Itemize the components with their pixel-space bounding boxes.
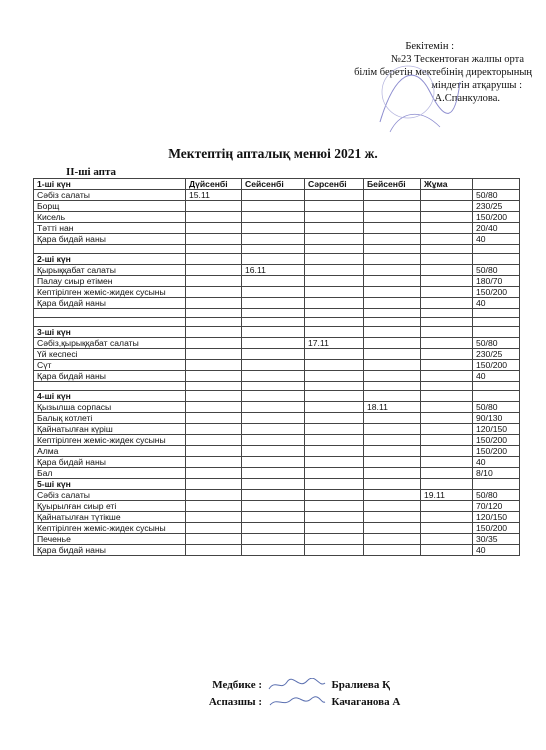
table-row [34, 234, 520, 245]
cook-name: Качаганова А [331, 696, 401, 708]
date-cell [421, 298, 473, 309]
table-cell [473, 254, 520, 265]
date-cell [242, 298, 305, 309]
portion-cell: 70/120 [473, 501, 520, 512]
date-cell: 19.11 [421, 490, 473, 501]
table-cell [421, 318, 473, 327]
table-row [34, 435, 520, 446]
date-cell [364, 276, 421, 287]
date-cell [421, 402, 473, 413]
date-cell [421, 468, 473, 479]
date-cell [242, 287, 305, 298]
table-cell [242, 254, 305, 265]
date-cell [305, 468, 364, 479]
portion-cell: 230/25 [473, 349, 520, 360]
date-cell [186, 534, 242, 545]
table-cell [473, 318, 520, 327]
column-header: Сейсенбі [242, 179, 305, 190]
date-cell [421, 435, 473, 446]
table-cell [473, 245, 520, 254]
date-cell [305, 223, 364, 234]
date-cell [242, 360, 305, 371]
table-cell [242, 391, 305, 402]
day-label: 5-ші күн [34, 479, 186, 490]
table-row [34, 534, 520, 545]
date-cell [186, 276, 242, 287]
date-cell [186, 287, 242, 298]
portion-cell: 90/130 [473, 413, 520, 424]
date-cell [364, 265, 421, 276]
menu-table [33, 178, 520, 556]
nurse-name: Бралиева Қ [331, 679, 391, 691]
date-cell [421, 523, 473, 534]
day-heading-row [34, 327, 520, 338]
date-cell [364, 446, 421, 457]
table-row [34, 212, 520, 223]
date-cell [242, 490, 305, 501]
date-cell [305, 457, 364, 468]
table-cell [186, 309, 242, 318]
date-cell [364, 512, 421, 523]
date-cell [242, 223, 305, 234]
approval-line: №23 Тескентоған жалпы орта [390, 54, 524, 65]
date-cell [364, 349, 421, 360]
approval-line: міндетін атқарушы : [431, 80, 522, 91]
approval-line: білім беретін мектебінің директорының [354, 67, 532, 78]
date-cell [421, 223, 473, 234]
date-cell [305, 501, 364, 512]
approval-block [300, 40, 532, 105]
date-cell [305, 435, 364, 446]
table-cell [186, 479, 242, 490]
date-cell [242, 413, 305, 424]
dish-name: Үй кеспесі [34, 349, 186, 360]
cook-label: Аспазшы : [208, 696, 262, 708]
table-cell [421, 382, 473, 391]
date-cell [421, 413, 473, 424]
day-label: 3-ші күн [34, 327, 186, 338]
table-cell [34, 309, 186, 318]
date-cell [421, 190, 473, 201]
date-cell [305, 234, 364, 245]
date-cell [305, 371, 364, 382]
date-cell [186, 490, 242, 501]
date-cell [305, 360, 364, 371]
date-cell [305, 545, 364, 556]
date-cell [364, 212, 421, 223]
table-row [34, 402, 520, 413]
dish-name: Печенье [34, 534, 186, 545]
date-cell [305, 534, 364, 545]
dish-name: Қызылша сорпасы [34, 402, 186, 413]
table-cell [242, 327, 305, 338]
table-row [34, 545, 520, 556]
portion-cell: 50/80 [473, 338, 520, 349]
table-cell [473, 327, 520, 338]
date-cell [364, 424, 421, 435]
date-cell [421, 201, 473, 212]
table-cell [305, 254, 364, 265]
dish-name: Қырыққабат салаты [34, 265, 186, 276]
date-cell [305, 349, 364, 360]
date-cell [305, 413, 364, 424]
portion-cell: 40 [473, 457, 520, 468]
portion-cell: 40 [473, 234, 520, 245]
date-cell [242, 424, 305, 435]
table-cell [242, 382, 305, 391]
date-cell [242, 534, 305, 545]
date-cell [364, 435, 421, 446]
dish-name: Қайнатылған түтікше [34, 512, 186, 523]
date-cell [242, 435, 305, 446]
date-cell [186, 457, 242, 468]
portion-cell: 50/80 [473, 402, 520, 413]
dish-name: Қара бидай наны [34, 457, 186, 468]
date-cell [242, 201, 305, 212]
dish-name: Кисель [34, 212, 186, 223]
dish-name: Қуырылған сиыр еті [34, 501, 186, 512]
date-cell [242, 349, 305, 360]
table-cell [242, 245, 305, 254]
table-row [34, 424, 520, 435]
portion-cell: 150/200 [473, 446, 520, 457]
date-cell [364, 360, 421, 371]
date-cell [242, 276, 305, 287]
table-cell [421, 391, 473, 402]
date-cell: 16.11 [242, 265, 305, 276]
approval-line: А.Спанкулова. [434, 93, 500, 104]
date-cell [305, 201, 364, 212]
table-cell [473, 382, 520, 391]
date-cell [421, 545, 473, 556]
blank-row [34, 318, 520, 327]
date-cell [364, 298, 421, 309]
date-cell [186, 360, 242, 371]
portion-cell: 120/150 [473, 424, 520, 435]
date-cell [242, 402, 305, 413]
date-cell [305, 490, 364, 501]
week-label: II-ші апта [66, 166, 117, 178]
table-row [34, 523, 520, 534]
nurse-label: Медбике : [212, 679, 262, 691]
approval-line: Бекітемін : [405, 41, 454, 52]
day-heading-row [34, 391, 520, 402]
table-cell [364, 479, 421, 490]
table-row [34, 457, 520, 468]
portion-cell: 8/10 [473, 468, 520, 479]
table-row [34, 223, 520, 234]
dish-name: Қара бидай наны [34, 371, 186, 382]
date-cell [305, 265, 364, 276]
dish-name: Сәбіз салаты [34, 190, 186, 201]
nurse-signature [267, 678, 327, 692]
date-cell [364, 234, 421, 245]
date-cell [305, 287, 364, 298]
table-cell [242, 309, 305, 318]
date-cell [421, 212, 473, 223]
blank-row [34, 309, 520, 318]
signatures-block [200, 677, 400, 711]
date-cell [186, 512, 242, 523]
table-cell [364, 318, 421, 327]
table-row [34, 490, 520, 501]
portion-cell: 50/80 [473, 265, 520, 276]
date-cell [186, 223, 242, 234]
table-row [34, 501, 520, 512]
date-cell [305, 512, 364, 523]
date-cell [305, 424, 364, 435]
dish-name: Қайнатылған күріш [34, 424, 186, 435]
table-cell [305, 479, 364, 490]
table-cell [421, 254, 473, 265]
date-cell [364, 545, 421, 556]
table-row [34, 265, 520, 276]
column-header: 1-ші күн [34, 179, 186, 190]
date-cell [364, 287, 421, 298]
portion-cell: 40 [473, 298, 520, 309]
table-cell [473, 309, 520, 318]
table-row [34, 276, 520, 287]
page-title: Мектептің апталық менюі 2021 ж. [168, 146, 378, 161]
date-cell [186, 435, 242, 446]
table-row [34, 512, 520, 523]
table-row [34, 349, 520, 360]
column-header [473, 179, 520, 190]
date-cell [242, 501, 305, 512]
table-cell [242, 479, 305, 490]
table-row [34, 201, 520, 212]
table-row [34, 190, 520, 201]
table-cell [186, 391, 242, 402]
date-cell [186, 298, 242, 309]
date-cell [305, 190, 364, 201]
date-cell [364, 190, 421, 201]
date-cell [305, 402, 364, 413]
table-cell [305, 245, 364, 254]
table-cell [364, 391, 421, 402]
date-cell [364, 223, 421, 234]
dish-name: Қара бидай наны [34, 545, 186, 556]
dish-name: Тәтті нан [34, 223, 186, 234]
portion-cell: 40 [473, 371, 520, 382]
day-heading-row [34, 254, 520, 265]
date-cell: 17.11 [305, 338, 364, 349]
date-cell: 15.11 [186, 190, 242, 201]
date-cell [364, 468, 421, 479]
date-cell [305, 276, 364, 287]
cook-signature [267, 695, 327, 709]
date-cell [186, 338, 242, 349]
date-cell [242, 457, 305, 468]
date-cell [421, 371, 473, 382]
date-cell [305, 298, 364, 309]
portion-cell: 150/200 [473, 287, 520, 298]
portion-cell: 50/80 [473, 190, 520, 201]
date-cell [186, 413, 242, 424]
date-cell [421, 234, 473, 245]
date-cell [364, 534, 421, 545]
date-cell [421, 349, 473, 360]
table-row [34, 287, 520, 298]
table-cell [305, 318, 364, 327]
dish-name: Сүт [34, 360, 186, 371]
table-cell [473, 391, 520, 402]
date-cell [364, 201, 421, 212]
table-cell [421, 309, 473, 318]
date-cell [186, 371, 242, 382]
table-row [34, 298, 520, 309]
table-cell [305, 327, 364, 338]
date-cell [186, 468, 242, 479]
table-cell [34, 382, 186, 391]
date-cell [186, 446, 242, 457]
portion-cell: 50/80 [473, 490, 520, 501]
date-cell [421, 338, 473, 349]
date-cell [186, 265, 242, 276]
date-cell [186, 234, 242, 245]
table-cell [473, 479, 520, 490]
date-cell [421, 501, 473, 512]
dish-name: Балық котлеті [34, 413, 186, 424]
column-header: Сәрсенбі [305, 179, 364, 190]
table-row [34, 338, 520, 349]
date-cell [421, 424, 473, 435]
table-row [34, 413, 520, 424]
table-cell [186, 382, 242, 391]
table-row [34, 446, 520, 457]
dish-name: Қара бидай наны [34, 234, 186, 245]
date-cell: 18.11 [364, 402, 421, 413]
dish-name: Бал [34, 468, 186, 479]
date-cell [186, 402, 242, 413]
dish-name: Борщ [34, 201, 186, 212]
column-header: Жұма [421, 179, 473, 190]
date-cell [421, 512, 473, 523]
date-cell [421, 360, 473, 371]
dish-name: Қара бидай наны [34, 298, 186, 309]
date-cell [242, 468, 305, 479]
table-cell [364, 245, 421, 254]
date-cell [421, 265, 473, 276]
portion-cell: 150/200 [473, 435, 520, 446]
date-cell [186, 523, 242, 534]
date-cell [364, 371, 421, 382]
portion-cell: 180/70 [473, 276, 520, 287]
date-cell [364, 413, 421, 424]
date-cell [364, 338, 421, 349]
table-cell [364, 382, 421, 391]
table-cell [186, 245, 242, 254]
date-cell [242, 338, 305, 349]
table-cell [242, 318, 305, 327]
date-cell [364, 523, 421, 534]
table-row [34, 468, 520, 479]
date-cell [242, 190, 305, 201]
table-cell [34, 245, 186, 254]
date-cell [242, 512, 305, 523]
dish-name: Кептірілген жеміс-жидек сусыны [34, 435, 186, 446]
date-cell [421, 534, 473, 545]
date-cell [242, 545, 305, 556]
table-cell [186, 254, 242, 265]
date-cell [242, 371, 305, 382]
date-cell [242, 212, 305, 223]
dish-name: Сәбіз салаты [34, 490, 186, 501]
table-cell [186, 318, 242, 327]
date-cell [364, 501, 421, 512]
dish-name: Кептірілген жеміс-жидек сусыны [34, 523, 186, 534]
portion-cell: 150/200 [473, 523, 520, 534]
portion-cell: 20/40 [473, 223, 520, 234]
column-header: Бейсенбі [364, 179, 421, 190]
blank-row [34, 245, 520, 254]
dish-name: Палау сиыр етімен [34, 276, 186, 287]
date-cell [364, 457, 421, 468]
day-label: 2-ші күн [34, 254, 186, 265]
portion-cell: 40 [473, 545, 520, 556]
date-cell [186, 424, 242, 435]
table-cell [186, 327, 242, 338]
date-cell [305, 523, 364, 534]
dish-name: Алма [34, 446, 186, 457]
dish-name: Сәбіз,қырыққабат салаты [34, 338, 186, 349]
table-row [34, 360, 520, 371]
table-cell [421, 327, 473, 338]
date-cell [242, 446, 305, 457]
day-label: 4-ші күн [34, 391, 186, 402]
date-cell [186, 212, 242, 223]
dish-name: Кептірілген жеміс-жидек сусыны [34, 287, 186, 298]
date-cell [421, 446, 473, 457]
table-cell [305, 309, 364, 318]
date-cell [186, 349, 242, 360]
date-cell [364, 490, 421, 501]
table-cell [305, 382, 364, 391]
table-cell [364, 327, 421, 338]
date-cell [421, 457, 473, 468]
portion-cell: 120/150 [473, 512, 520, 523]
date-cell [421, 276, 473, 287]
column-header: Дүйсенбі [186, 179, 242, 190]
portion-cell: 150/200 [473, 360, 520, 371]
portion-cell: 230/25 [473, 201, 520, 212]
table-cell [34, 318, 186, 327]
table-cell [364, 254, 421, 265]
day-heading-row [34, 479, 520, 490]
table-cell [421, 245, 473, 254]
table-header-row [34, 179, 520, 190]
date-cell [305, 212, 364, 223]
date-cell [186, 501, 242, 512]
table-row [34, 371, 520, 382]
date-cell [186, 545, 242, 556]
table-cell [305, 391, 364, 402]
date-cell [421, 287, 473, 298]
table-cell [364, 309, 421, 318]
date-cell [242, 523, 305, 534]
date-cell [305, 446, 364, 457]
blank-row [34, 382, 520, 391]
table-cell [421, 479, 473, 490]
portion-cell: 150/200 [473, 212, 520, 223]
date-cell [186, 201, 242, 212]
date-cell [242, 234, 305, 245]
portion-cell: 30/35 [473, 534, 520, 545]
